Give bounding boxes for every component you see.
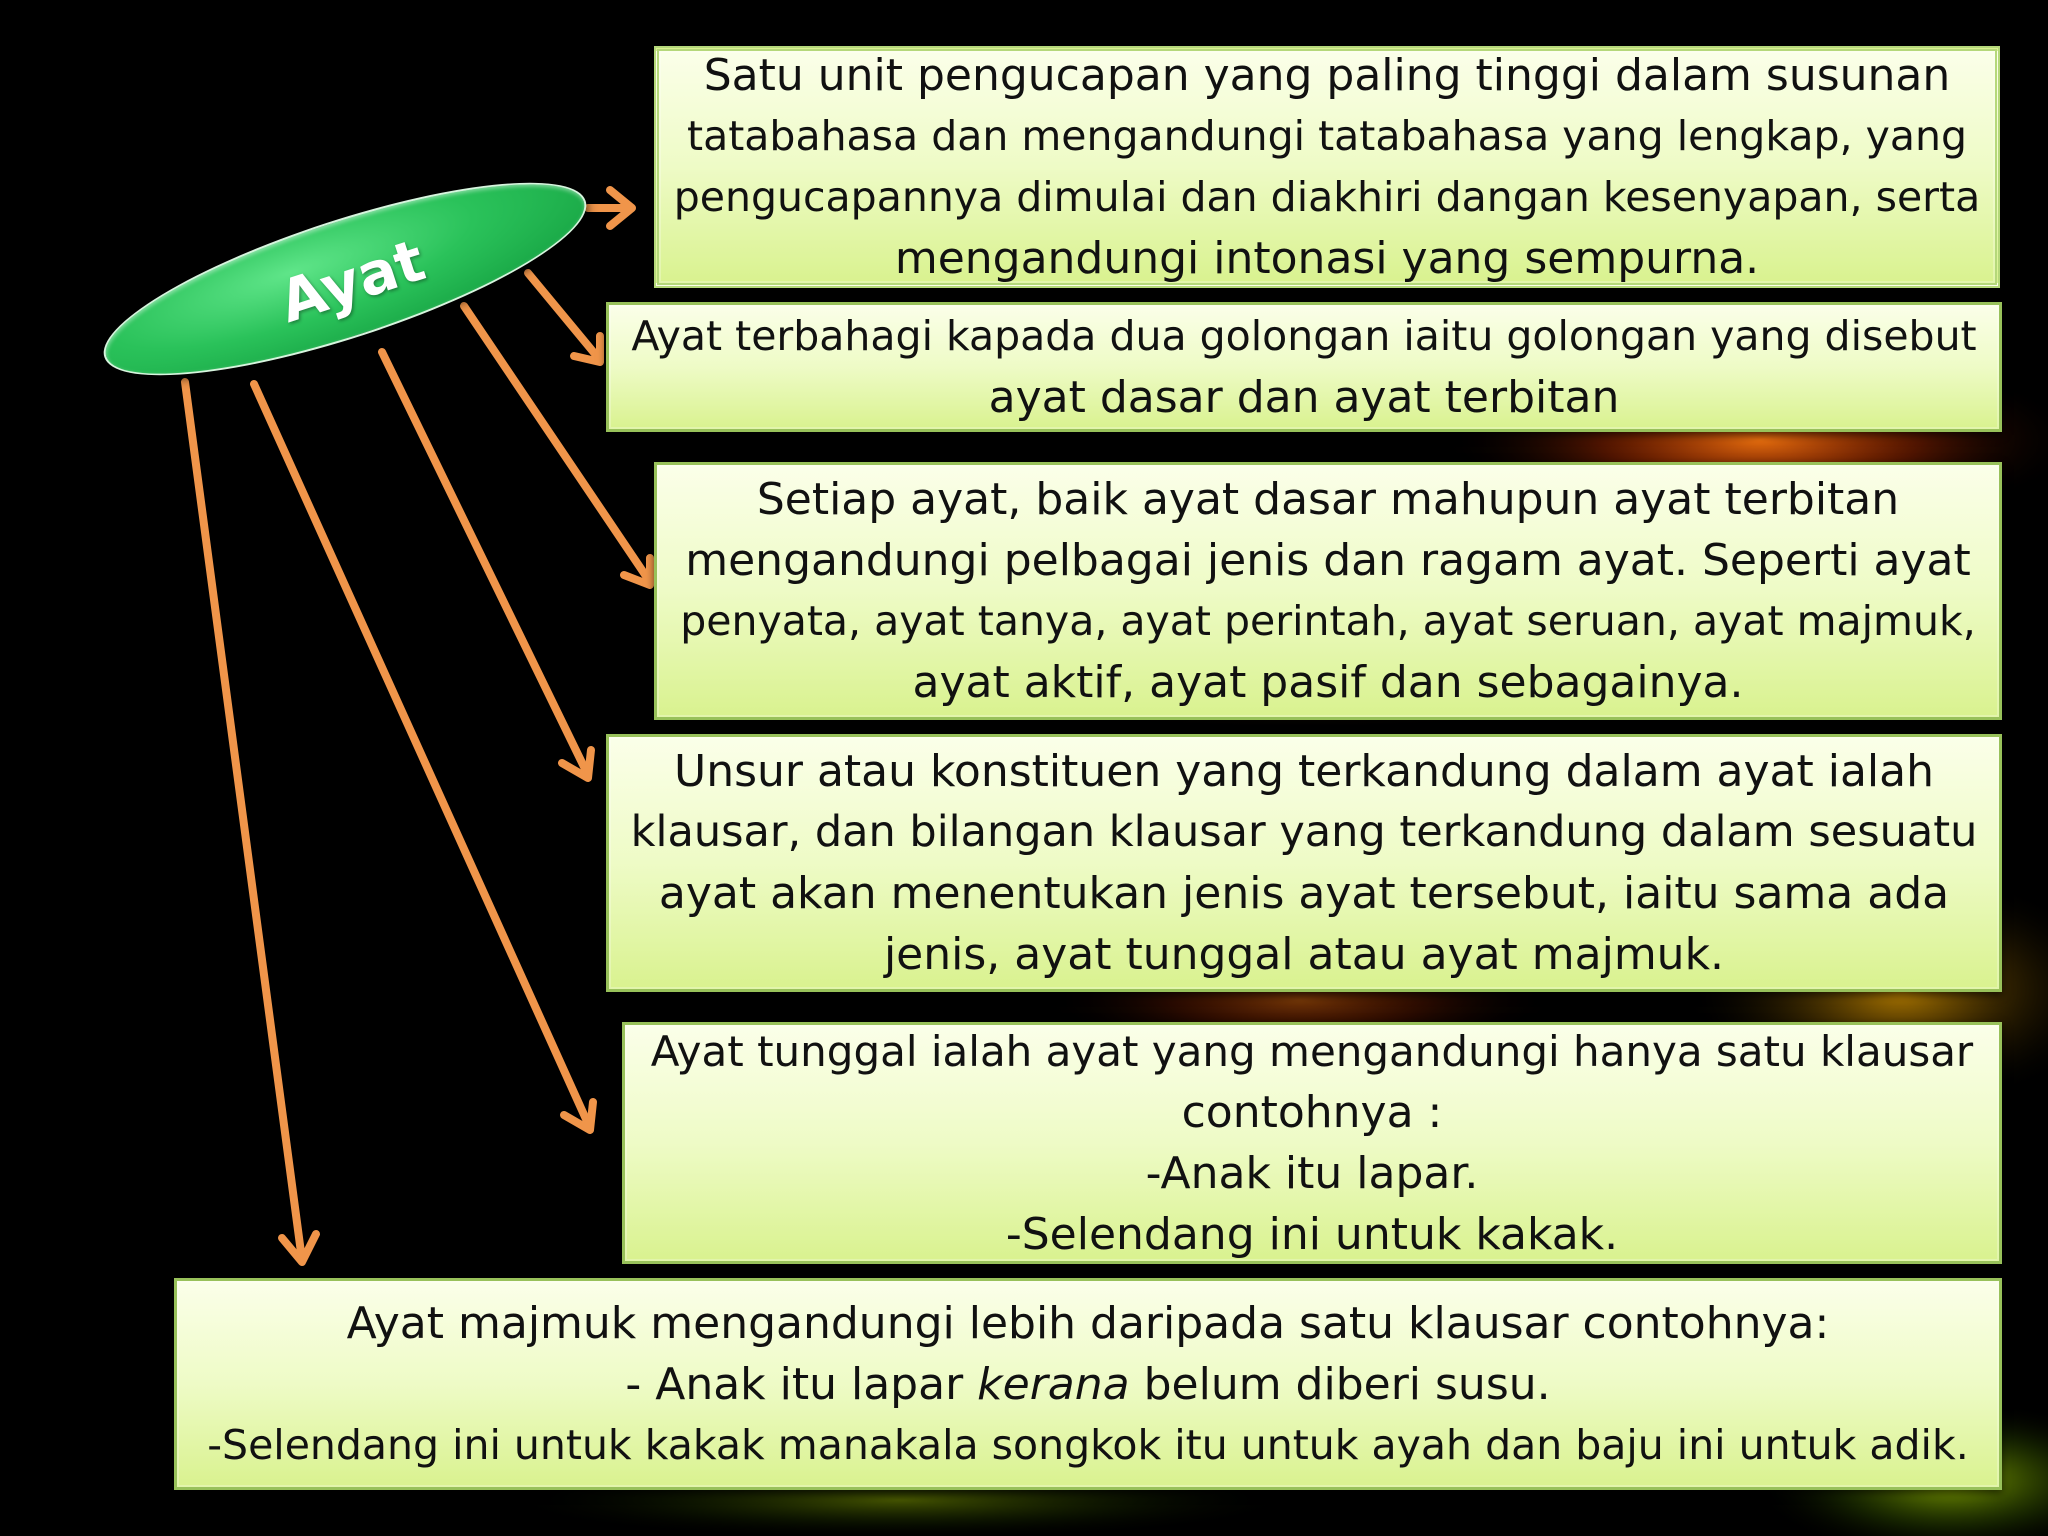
box-text-line: Satu unit pengucapan yang paling tinggi dalam susunan <box>703 50 1951 101</box>
box-text-line: ayat aktif, ayat pasif dan sebagainya. <box>912 657 1744 708</box>
box-text-line: -Selendang ini untuk kakak manakala songkok itu untuk ayah dan baju ini untuk adik. <box>207 1420 1969 1469</box>
arrow-to-box-4 <box>382 352 591 778</box>
box-text-line: penyata, ayat tanya, ayat perintah, ayat seruan, ayat majmuk, <box>680 597 1976 645</box>
box-text-line: Ayat majmuk mengandungi lebih daripada satu klausar contohnya: <box>346 1297 1830 1349</box>
central-node-label: Ayat <box>271 225 433 337</box>
box-text-line: Ayat terbahagi kapada dua golongan iaitu golongan yang disebut <box>631 312 1977 360</box>
box-text-line: tatabahasa dan mengandungi tatabahasa yang lengkap, yang <box>687 112 1967 160</box>
arrow-to-box-5 <box>254 384 593 1130</box>
arrow-to-box-1 <box>588 190 632 226</box>
emphasis-word: kerana <box>977 1358 1130 1410</box>
constituents-box <box>606 734 2002 992</box>
box-text-line: jenis, ayat tunggal atau ayat majmuk. <box>883 929 1725 980</box>
text-segment: - Anak itu lapar <box>625 1358 978 1410</box>
arrow-to-box-6 <box>185 382 316 1262</box>
box-text-line: -Selendang ini untuk kakak. <box>1005 1209 1619 1260</box>
arrow-to-box-2 <box>528 273 600 362</box>
box-text-line: ayat akan menentukan jenis ayat tersebut, iaitu sama ada <box>658 868 1950 919</box>
types-box <box>654 462 2002 720</box>
text-segment: belum diberi susu. <box>1129 1358 1551 1410</box>
box-text-line: contohnya : <box>1181 1087 1443 1138</box>
box-text-line: mengandungi intonasi yang sempurna. <box>894 233 1760 284</box>
single-sentence-box <box>622 1022 2002 1264</box>
box-text-line: klausar, dan bilangan klausar yang terkandung dalam sesuatu <box>630 807 1978 857</box>
compound-sentence-box <box>174 1278 2002 1490</box>
box-text-line: mengandungi pelbagai jenis dan ragam ayat. Seperti ayat <box>685 535 1971 586</box>
box-text-line: Ayat tunggal ialah ayat yang mengandungi hanya satu klausar <box>650 1027 1974 1076</box>
definition-box <box>654 46 2000 288</box>
box-text-line: -Anak itu lapar. <box>1145 1148 1479 1199</box>
box-text-line-with-emphasis <box>625 1354 1550 1415</box>
box-text-line: pengucapannya dimulai dan diakhiri dangan kesenyapan, serta <box>673 173 1981 221</box>
box-text-line: Unsur atau konstituen yang terkandung dalam ayat ialah <box>673 746 1934 797</box>
box-text-line: Setiap ayat, baik ayat dasar mahupun ayat terbitan <box>756 474 1900 525</box>
categories-box <box>606 302 2002 432</box>
box-text-line: ayat dasar dan ayat terbitan <box>988 372 1620 423</box>
